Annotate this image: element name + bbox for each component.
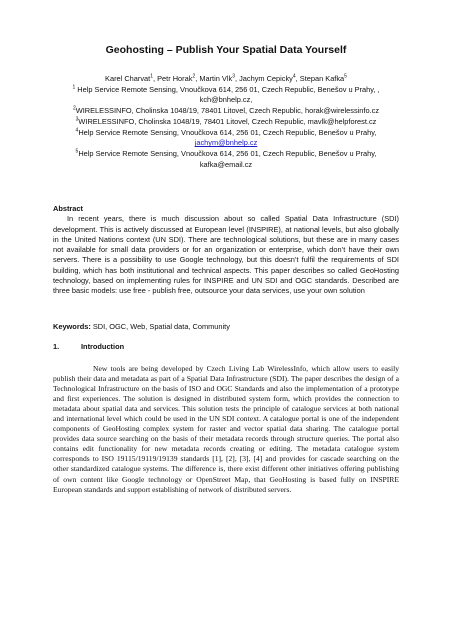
affiliation-text: Help Service Remote Sensing, Vnoučkova 614, 256 01, Czech Republic, Benešov u Prahy, , kch@bnhelp.cz,: [77, 84, 380, 105]
affiliation-text: Help Service Remote Sensing, Vnoučkova 614, 256 01, Czech Republic, Benešov u Prahy,: [78, 127, 377, 137]
abstract-heading: Abstract: [53, 204, 83, 213]
affiliation-sup: 5: [75, 148, 79, 155]
keywords-line: [53, 322, 399, 332]
affiliation-sup: 2: [72, 105, 76, 112]
keywords-text: SDI, OGC, Web, Spatial data, Community: [92, 322, 230, 331]
affiliation-text: WIRELESSINFO, Cholinska 1048/19, 78401 Litovel, Czech Republic, mavlk@helpforest.cz: [78, 116, 377, 126]
author-sup: 4: [292, 73, 296, 80]
section-number: 1.: [53, 342, 60, 351]
affiliation: [60, 149, 392, 170]
author-sup: 2: [192, 73, 196, 80]
intro-paragraph: New tools are being developed by Czech Living Lab WirelessInfo, which allow users to easily publish their data and metadata as part of a Spatial Data Infrastructure (SDI). The paper describes the design of a Technological Infrastructure on the basis of ISO and OGC Standards and also the implementation of a prototype and first experiences. The solution is designed in distributed system form, which provides the connection to metadata about spatial data and services. This solution tests the principle of catalogue services at both national and international level which could be used in the UN SDI context. A catalogue portal is one of the independent components of GeoHosting complex system for raster and vector spatial data sharing. The catalogue portal provides data source searching on the basis of their metadata records through structure queries. The portal also contains edit functionality for new metadata records creating or editing. The metadata catalogue system corresponds to ISO 19115/19119/19139 standards [1], [2], [3], [4] and provides for cascade searching on the other standardized catalogue systems. The difference is, there exist different other initiatives offering publishing of own content like Google technology or OpenStreet Map, that GeoHosting is based fully on INSPIRE European standards and support establishing of network of distributed servers.: [53, 364, 399, 494]
paper-title: Geohosting – Publish Your Spatial Data Yourself: [105, 44, 347, 56]
abstract-text: In recent years, there is much discussion about so called Spatial Data Infrastructure (SDI) development. This is actively discussed at European level (INSPIRE), at national levels, but also globally in the United Nations context (UN SDI). There are technological solutions, but these are in many cases not available for small data providers or for an organization or enterprise, which don’t have their own servers. There is a possibility to use Google technology, but this doesn’t fulfil the requirements of SDI building, which has both institutional and technical aspects. This paper describes so called GeoHosting technology, based on implementing rules for INSPIRE and UN SDI and OGC standards. Described are three basic models: use free - publish free, outsource your data services, use your own solution: [53, 214, 399, 296]
email-link[interactable]: jachym@bnhelp.cz: [194, 138, 258, 148]
authors-block: [60, 74, 392, 170]
affiliation-text: Help Service Remote Sensing, Vnoučkova 614, 256 01, Czech Republic, Benešov u Prahy, kafka@email.cz: [78, 148, 377, 169]
author-name: Martin Vlk: [199, 74, 233, 83]
affiliation-sup: 4: [75, 127, 79, 134]
author-name: Stepan Kafka: [299, 74, 345, 83]
author-sup: 3: [232, 73, 235, 80]
author-name: Karel Charvat: [105, 74, 151, 83]
section-title: Introduction: [81, 342, 125, 351]
author-name: Jachym Cepicky: [239, 74, 293, 83]
affiliation-sup: 1: [72, 84, 76, 91]
affiliation: [60, 117, 392, 128]
affiliation: [60, 85, 392, 106]
affiliation: [60, 106, 392, 117]
author-sup: 1: [150, 73, 153, 80]
section-heading: [53, 342, 399, 351]
author-name: Petr Horak: [157, 74, 193, 83]
author-list: Karel Charvat$^1$, Petr Horak$^2$, Martin Vlk$^3$, Jachym Cepicky$^4$, Stepan Kafka$^5$: [105, 73, 347, 83]
abstract-section: [53, 204, 399, 297]
author-sup: 5: [344, 73, 347, 80]
keywords-label: Keywords:: [53, 322, 91, 331]
affiliation-sup: 3: [75, 116, 79, 123]
affiliation: [60, 128, 392, 149]
affiliation-text: WIRELESSINFO, Cholinska 1048/19, 78401 Litovel, Czech Republic, horak@wirelessinfo.cz: [75, 106, 380, 116]
